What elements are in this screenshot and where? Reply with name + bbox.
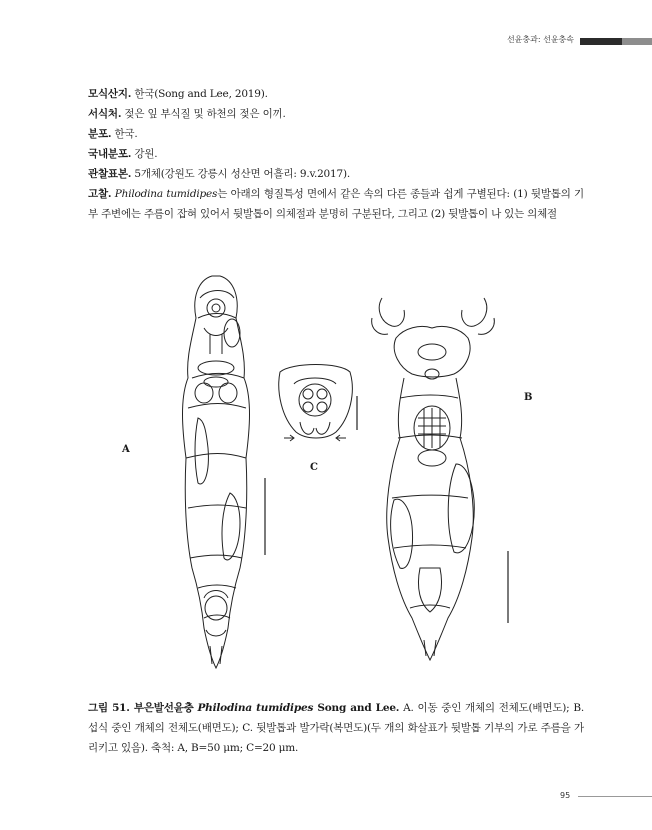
- type-locality-label: 모식산지.: [88, 88, 132, 100]
- specimens-label: 관찰표본.: [88, 168, 132, 180]
- remarks-species: Philodina tumidipes: [114, 188, 218, 200]
- figure-label-b: B: [524, 392, 533, 403]
- figure-51: [100, 268, 560, 680]
- caption-species: Philodina tumidipes: [197, 702, 314, 714]
- caption-text: A. 이동 중인 개체의 전체도(배면도); B. 섭식 중인 개체의 전체도(배면도); C. 뒷발톱과 발가락(복면도)(두 개의 화살표가 뒷발톱 기부의 가로 주름을 가리키고 있음). 축척: A, B=50 μm; C=20 μm.: [88, 702, 585, 754]
- distribution-label: 분포.: [88, 128, 112, 140]
- header-bar-dark: [580, 38, 622, 45]
- distribution-value: 한국.: [111, 128, 138, 140]
- remarks-text: 는 아래의 형질특성 면에서 같은 속의 다른 종들과 쉽게 구별된다: (1) 뒷발톱의 기부 주변에는 주름이 잡혀 있어서 뒷발톱이 의체절과 분명히 구분된다, 그리고 (2) 뒷발톱이 나 있는 의체절: [88, 188, 584, 220]
- habitat-value: 젖은 잎 부식질 및 하천의 젖은 이끼.: [121, 108, 286, 120]
- species-account: [88, 84, 584, 224]
- habitat-label: 서식처.: [88, 108, 122, 120]
- page-number: 95: [560, 791, 571, 800]
- specimen-b-drawing: [372, 298, 508, 660]
- remarks: [88, 184, 584, 224]
- header-bar-light: [622, 38, 652, 45]
- distribution: [88, 124, 584, 144]
- specimen-c-drawing: [279, 365, 357, 442]
- rotifer-illustration: [100, 268, 560, 680]
- figure-label-a: A: [122, 444, 130, 455]
- figure-caption: [88, 698, 584, 758]
- type-locality-value: 한국(Song and Lee, 2019).: [131, 88, 268, 100]
- figure-label-c: C: [310, 462, 318, 473]
- caption-authors: Song and Lee.: [313, 702, 400, 714]
- specimen-a-drawing: [183, 276, 266, 668]
- domestic-distribution: [88, 144, 584, 164]
- domestic-label: 국내분포.: [88, 148, 132, 160]
- type-locality: [88, 84, 584, 104]
- specimens-value: 5개체(강원도 강릉시 성산면 어흘리: 9.v.2017).: [131, 168, 351, 180]
- caption-label: 그림 51. 부은발선윤충: [88, 702, 194, 714]
- specimens-examined: [88, 164, 584, 184]
- domestic-value: 강원.: [131, 148, 158, 160]
- remarks-label: 고찰.: [88, 188, 112, 200]
- footer-rule: [578, 796, 652, 797]
- running-header: 선윤충과: 선윤충속: [506, 35, 574, 44]
- habitat: [88, 104, 584, 124]
